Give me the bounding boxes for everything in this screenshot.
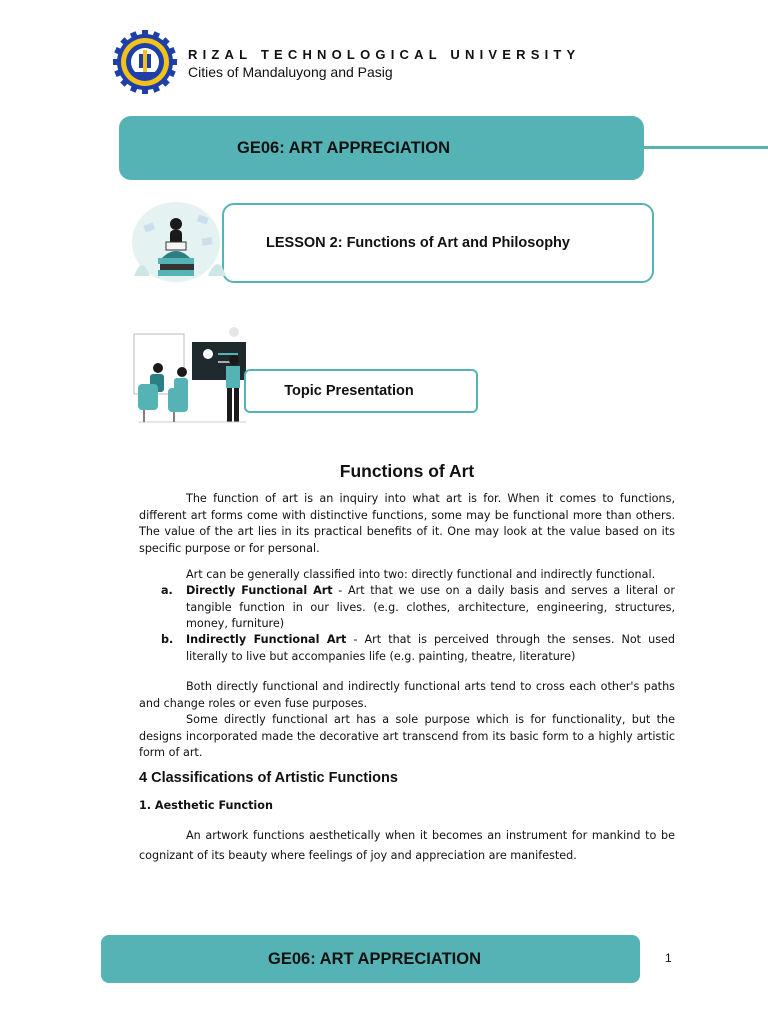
list-body	[186, 632, 675, 665]
paragraph-text: Both directly functional and indirectly functional arts tend to cross each other's paths and change roles or even fuse purposes.	[139, 680, 675, 710]
course-title: GE06: ART APPRECIATION	[237, 138, 450, 157]
section-title: Functions of Art	[339, 461, 475, 481]
presentation-icon	[130, 326, 248, 426]
topic-title: Topic Presentation	[284, 383, 414, 399]
paragraph-text: The function of art is an inquiry into what art is for. When it comes to functions, different art forms come with distinctive functions, some may be functional more than others. The value of the art lies in its practical benefits of it. One may look at the value based on its specific purpose or for personal.	[139, 492, 675, 555]
subheading-classifications: 4 Classifications of Artistic Functions	[139, 770, 398, 786]
footer-title: GE06: ART APPRECIATION	[268, 949, 481, 968]
university-campus: Cities of Mandaluyong and Pasig	[188, 64, 393, 80]
reading-person-icon	[128, 196, 228, 286]
paragraph-classification	[139, 567, 675, 584]
lesson-box	[222, 203, 654, 283]
lesson-title: LESSON 2: Functions of Art and Philosophy	[266, 235, 570, 251]
paragraph-aesthetic	[139, 826, 675, 865]
list-marker: a.	[161, 584, 173, 597]
university-seal-icon	[113, 30, 177, 94]
list-item	[139, 583, 675, 633]
paragraph-text: Some directly functional art has a sole purpose which is for functionality, but the designs incorporated made the decorative art transcend from its basic form to a highly artistic form of art.	[139, 713, 675, 759]
banner-divider-line	[642, 146, 768, 149]
paragraph-cross-paths	[139, 679, 675, 712]
paragraph-function-of-art	[139, 491, 675, 557]
paragraph-text: An artwork functions aesthetically when it becomes an instrument for mankind to be cognizant of its beauty where feelings of joy and appreciation are manifested.	[139, 829, 675, 862]
list-term: Directly Functional Art	[186, 584, 333, 597]
subheading-aesthetic-function: 1. Aesthetic Function	[139, 799, 273, 812]
page-number: 1	[665, 951, 672, 965]
paragraph-sole-purpose	[139, 712, 675, 762]
list-item	[139, 632, 675, 665]
university-name: RIZAL TECHNOLOGICAL UNIVERSITY	[188, 47, 581, 62]
list-text: - Art that we use on a daily basis and serves a literal or tangible function in our lives. (e.g. clothes, architecture, engineering, structures, money, furniture)	[186, 584, 675, 630]
list-body	[186, 583, 675, 633]
footer-banner	[101, 935, 640, 983]
list-term: Indirectly Functional Art	[186, 633, 347, 646]
list-marker: b.	[161, 633, 174, 646]
topic-box	[244, 369, 478, 413]
paragraph-text: Art can be generally classified into two: directly functional and indirectly functional.	[186, 568, 656, 581]
course-banner	[119, 116, 644, 180]
list-text: - Art that is perceived through the senses. Not used literally to live but accompanies life (e.g. painting, theatre, literature)	[186, 633, 676, 663]
